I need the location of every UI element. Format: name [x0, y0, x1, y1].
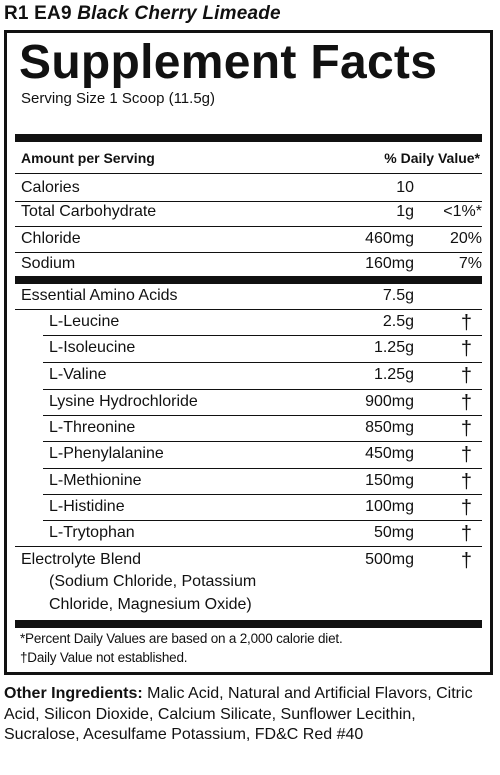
amino-acid-row — [49, 498, 490, 520]
amino-acid-name: L-Leucine — [49, 313, 120, 330]
amino-acid-row — [49, 419, 490, 441]
nutrient-name: Chloride — [21, 230, 81, 247]
amino-acid-name: L-Trytophan — [49, 524, 135, 541]
divider — [43, 362, 482, 363]
nutrient-amount: 460mg — [365, 230, 414, 247]
other-ingredients-label: Other Ingredients: — [4, 685, 143, 702]
dagger-mark: † — [460, 418, 472, 440]
amino-acid-amount: 50mg — [373, 524, 414, 541]
amino-group-row — [21, 287, 490, 309]
dagger-mark: † — [460, 392, 472, 414]
amino-acid-amount: 850mg — [365, 419, 414, 436]
divider — [43, 415, 482, 416]
dagger-mark: † — [460, 365, 472, 387]
product-title — [4, 3, 281, 25]
thick-divider — [15, 134, 482, 142]
table-header — [21, 150, 480, 168]
brand-product: R1 EA9 — [4, 3, 72, 24]
electrolyte-amount: 500mg — [365, 551, 414, 568]
amino-acid-name: L-Isoleucine — [49, 339, 136, 356]
thick-divider — [15, 620, 482, 628]
amino-acid-row — [49, 393, 490, 415]
amino-acid-amount: 100mg — [365, 498, 414, 515]
amino-acid-name: Lysine Hydrochloride — [49, 393, 198, 410]
divider — [15, 252, 482, 253]
nutrient-dv: <1%* — [443, 203, 482, 220]
electrolyte-detail: (Sodium Chloride, Potassium — [49, 573, 257, 590]
amino-acid-amount: 150mg — [365, 472, 414, 489]
amino-acid-row — [49, 313, 490, 335]
electrolyte-blend-row — [21, 551, 490, 573]
flavor-name: Black Cherry Limeade — [77, 3, 281, 24]
divider — [15, 173, 482, 174]
nutrient-amount: 160mg — [365, 255, 414, 272]
amino-group-amount: 7.5g — [382, 287, 414, 304]
nutrient-row-calories — [21, 179, 490, 201]
dagger-mark: † — [460, 338, 472, 360]
other-ingredients — [4, 684, 494, 746]
amount-per-serving-label: Amount per Serving — [21, 150, 155, 166]
amino-acid-row — [49, 445, 490, 467]
amino-acid-name: L-Histidine — [49, 498, 125, 515]
divider — [43, 494, 482, 495]
divider — [43, 441, 482, 442]
nutrient-name: Calories — [21, 179, 80, 196]
divider — [15, 226, 482, 227]
supplement-facts-panel — [4, 30, 493, 675]
amino-group-name: Essential Amino Acids — [21, 287, 178, 304]
amino-acid-name: L-Phenylalanine — [49, 445, 164, 462]
amino-acid-name: L-Methionine — [49, 472, 142, 489]
amino-acid-row — [49, 339, 490, 361]
nutrient-dv: 7% — [458, 255, 482, 272]
amino-acid-name: L-Valine — [49, 366, 107, 383]
nutrient-row-carbohydrate — [21, 203, 490, 225]
amino-acid-row — [49, 472, 490, 494]
footnote-daily-value: *Percent Daily Values are based on a 2,000 calorie diet. — [20, 631, 343, 646]
divider — [15, 201, 482, 202]
amino-acid-amount: 450mg — [365, 445, 414, 462]
dagger-mark: † — [460, 550, 472, 572]
amino-acid-amount: 2.5g — [382, 313, 414, 330]
dagger-mark: † — [460, 444, 472, 466]
amino-acid-name: L-Threonine — [49, 419, 136, 436]
dagger-mark: † — [460, 471, 472, 493]
dagger-mark: † — [460, 312, 472, 334]
nutrient-name: Total Carbohydrate — [21, 203, 157, 220]
amino-acid-row — [49, 524, 490, 546]
divider — [43, 468, 482, 469]
amino-acid-amount: 1.25g — [373, 339, 414, 356]
nutrient-name: Sodium — [21, 255, 76, 272]
amino-acid-amount: 1.25g — [373, 366, 414, 383]
divider — [43, 335, 482, 336]
footnote-not-established: †Daily Value not established. — [20, 650, 188, 665]
electrolyte-name: Electrolyte Blend — [21, 551, 142, 568]
dagger-mark: † — [460, 497, 472, 519]
nutrient-amount: 1g — [396, 203, 414, 220]
divider — [43, 520, 482, 521]
other-ingredients-text: Malic Acid, Natural and Artificial Flavors, Citric Acid, Silicon Dioxide, Calcium Silicate, Sunflower Lecithin, Sucralose, Acesulfame Potassium, FD&C Red #40 — [4, 685, 473, 743]
serving-size: Serving Size 1 Scoop (11.5g) — [21, 90, 215, 107]
divider — [15, 546, 482, 547]
nutrient-dv: 20% — [449, 230, 482, 247]
divider — [15, 309, 482, 310]
nutrient-row-sodium — [21, 255, 490, 277]
nutrient-amount: 10 — [396, 179, 414, 196]
daily-value-label: % Daily Value* — [384, 150, 480, 166]
amino-acid-row — [49, 366, 490, 388]
divider — [43, 389, 482, 390]
nutrient-row-chloride — [21, 230, 490, 252]
amino-acid-amount: 900mg — [365, 393, 414, 410]
thick-divider — [15, 276, 482, 284]
panel-title: Supplement Facts — [19, 36, 438, 89]
dagger-mark: † — [460, 523, 472, 545]
electrolyte-detail: Chloride, Magnesium Oxide) — [49, 596, 252, 613]
